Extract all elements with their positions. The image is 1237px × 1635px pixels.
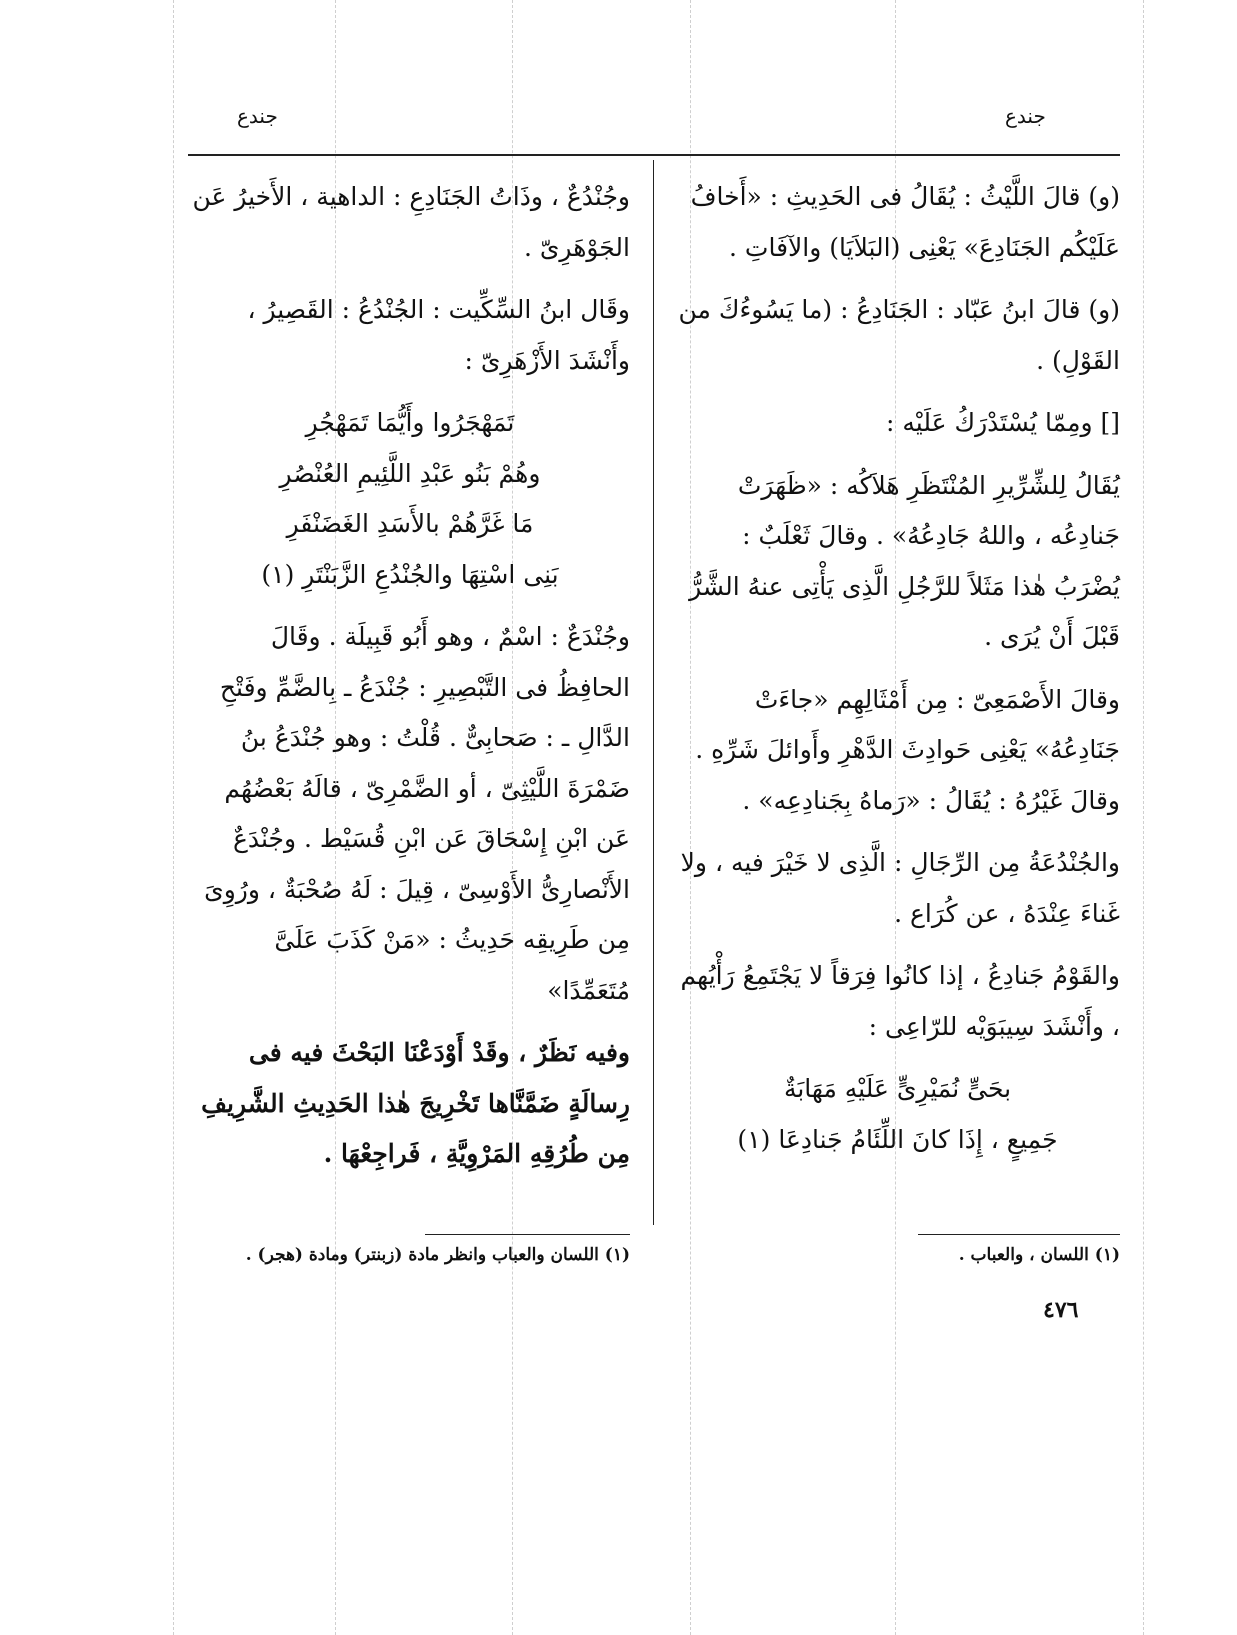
paragraph: وجُنْدُعٌ ، وذَاتُ الجَنَادِعِ : الداهية ، الأَخيرُ عَن الجَوْهَرِىّ . bbox=[192, 182, 630, 262]
paragraph: والجُنْدُعَةُ مِن الرِّجَالِ : الَّذِى لا خَيْرَ فيه ، ولا غَناءَ عِنْدَهُ ، عن كُرَاع . bbox=[680, 848, 1120, 928]
footnote-rule-left bbox=[425, 1234, 630, 1235]
header-word-left: جندع bbox=[237, 104, 278, 128]
header-word-right: جندع bbox=[1005, 104, 1046, 128]
paragraph-bold: وفيه نَظَرٌ ، وقَدْ أَوْدَعْنَا البَحْثَ فيه فى رِسالَةٍ ضَمَّنَّاها تَخْرِيجَ هٰذا الحَدِيثِ الشَّرِيفِ مِن طُرُقِهِ المَرْوِيَّةِ ، فَراجِعْهَا . bbox=[201, 1038, 630, 1168]
page-number: ٤٧٦ bbox=[1043, 1297, 1079, 1323]
paragraph: [] ومِمّا يُسْتَدْرَكُ عَلَيْه : bbox=[886, 408, 1120, 437]
left-column bbox=[190, 172, 630, 1192]
scan-guide-line bbox=[1143, 0, 1144, 1635]
verse-line: وهُمْ بَنُو عَبْدِ اللَّئِيمِ العُنْصُرِ bbox=[279, 458, 541, 488]
paragraph: وجُنْدَعٌ : اسْمٌ ، وهو أَبُو قَبِيلَة . وقَالَ الحافِظُ فى التَّبْصِيرِ : جُنْدَعُ ـ بِالضَّمِّ وفَتْحِ الدَّالِ ـ : صَحابِىٌّ . قُلْتُ : وهو جُنْدَعُ بنُ ضَمْرَةَ اللَّيْثِىّ ، أو الضَّمْرِىّ ، قالَهُ بَعْضُهُم عَن ابْنِ إِسْحَاقَ عَن ابْنِ قُسَيْط . وجُنْدَعٌ الأَنْصارِىُّ الأَوْسِىّ ، قِيلَ : لَهُ صُحْبَةٌ ، ورُوِىَ مِن طَرِيقِه حَدِيثُ : «مَنْ كَذَبَ عَلَىَّ مُتَعَمِّدًا» bbox=[204, 622, 630, 1005]
paragraph: (و) قالَ ابنُ عَبّاد : الجَنَادِعُ : (ما يَسُوءُكَ من القَوْلِ) . bbox=[678, 295, 1120, 375]
footnote-right: (١) اللسان ، والعباب . bbox=[958, 1245, 1120, 1265]
paragraph: والقَوْمُ جَنادِعُ ، إذا كانُوا فِرَقاً لا يَجْتَمِعُ رَأْيُهم ، وأَنْشَدَ سِيبَوَيْه للرّاعِى : bbox=[680, 961, 1120, 1041]
verse-line: بَنِى اسْتِهَا والجُنْدُعِ الزَّبَنْتَرِ (١) bbox=[261, 559, 559, 589]
footnote-left: (١) اللسان والعباب وانظر مادة (زبنتر) ومادة (هجر) . bbox=[245, 1245, 630, 1265]
right-column bbox=[675, 172, 1120, 1177]
paragraph: وقَال ابنُ السِّكِّيت : الجُنْدُعُ : القَصِيرُ ، وأَنْشَدَ الأَزْهَرِىّ : bbox=[247, 295, 630, 375]
column-divider bbox=[653, 160, 654, 1225]
paragraph: وقالَ الأَصْمَعِىّ : مِن أَمْثَالِهِم «جاءَتْ جَنَادِعُهُ» يَعْنِى حَوادِثَ الدَّهْرِ وأَوائلَ شَرِّهِ . وقالَ غَيْرُهُ : يُقَالُ : «رَماهُ بِجَنادِعِه» . bbox=[695, 684, 1120, 815]
paragraph: (و) قالَ اللَّيْثُ : يُقَالُ فى الحَدِيثِ : «أَخافُ عَلَيْكُم الجَنَادِعَ» يَعْنِى (البَلاَيَا) والآفَاتِ . bbox=[690, 182, 1120, 262]
scan-guide-line bbox=[173, 0, 174, 1635]
footnote-rule-right bbox=[918, 1234, 1120, 1235]
verse-line: مَا غَرَّهُمْ بالأَسَدِ الغَضَنْفَرِ bbox=[286, 509, 534, 538]
verse-line: جَمِيعٍ ، إِذَا كانَ اللِّئَامُ جَنادِعَا (١) bbox=[737, 1124, 1058, 1154]
header-rule bbox=[188, 154, 1120, 156]
paragraph: يُقَالُ لِلشِّرِّيرِ المُنْتَظَرِ هَلاَكُه : «ظَهَرَتْ جَنادِعُه ، واللهُ جَادِعُهُ» . وقالَ ثَعْلَبٌ : يُضْرَبُ هٰذا مَثَلاً للرَّجُلِ الَّذِى يَأْتِى عنهُ الشَّرُّ قَبْلَ أَنْ يُرَى . bbox=[689, 470, 1120, 651]
verse-line: تَمَهْجَرُوا وأَيُّمَا تَمَهْجُرِ bbox=[305, 408, 515, 437]
verse-line: بحَىٍّ نُمَيْرِىٍّ عَلَيْهِ مَهَابَةٌ bbox=[783, 1074, 1012, 1103]
